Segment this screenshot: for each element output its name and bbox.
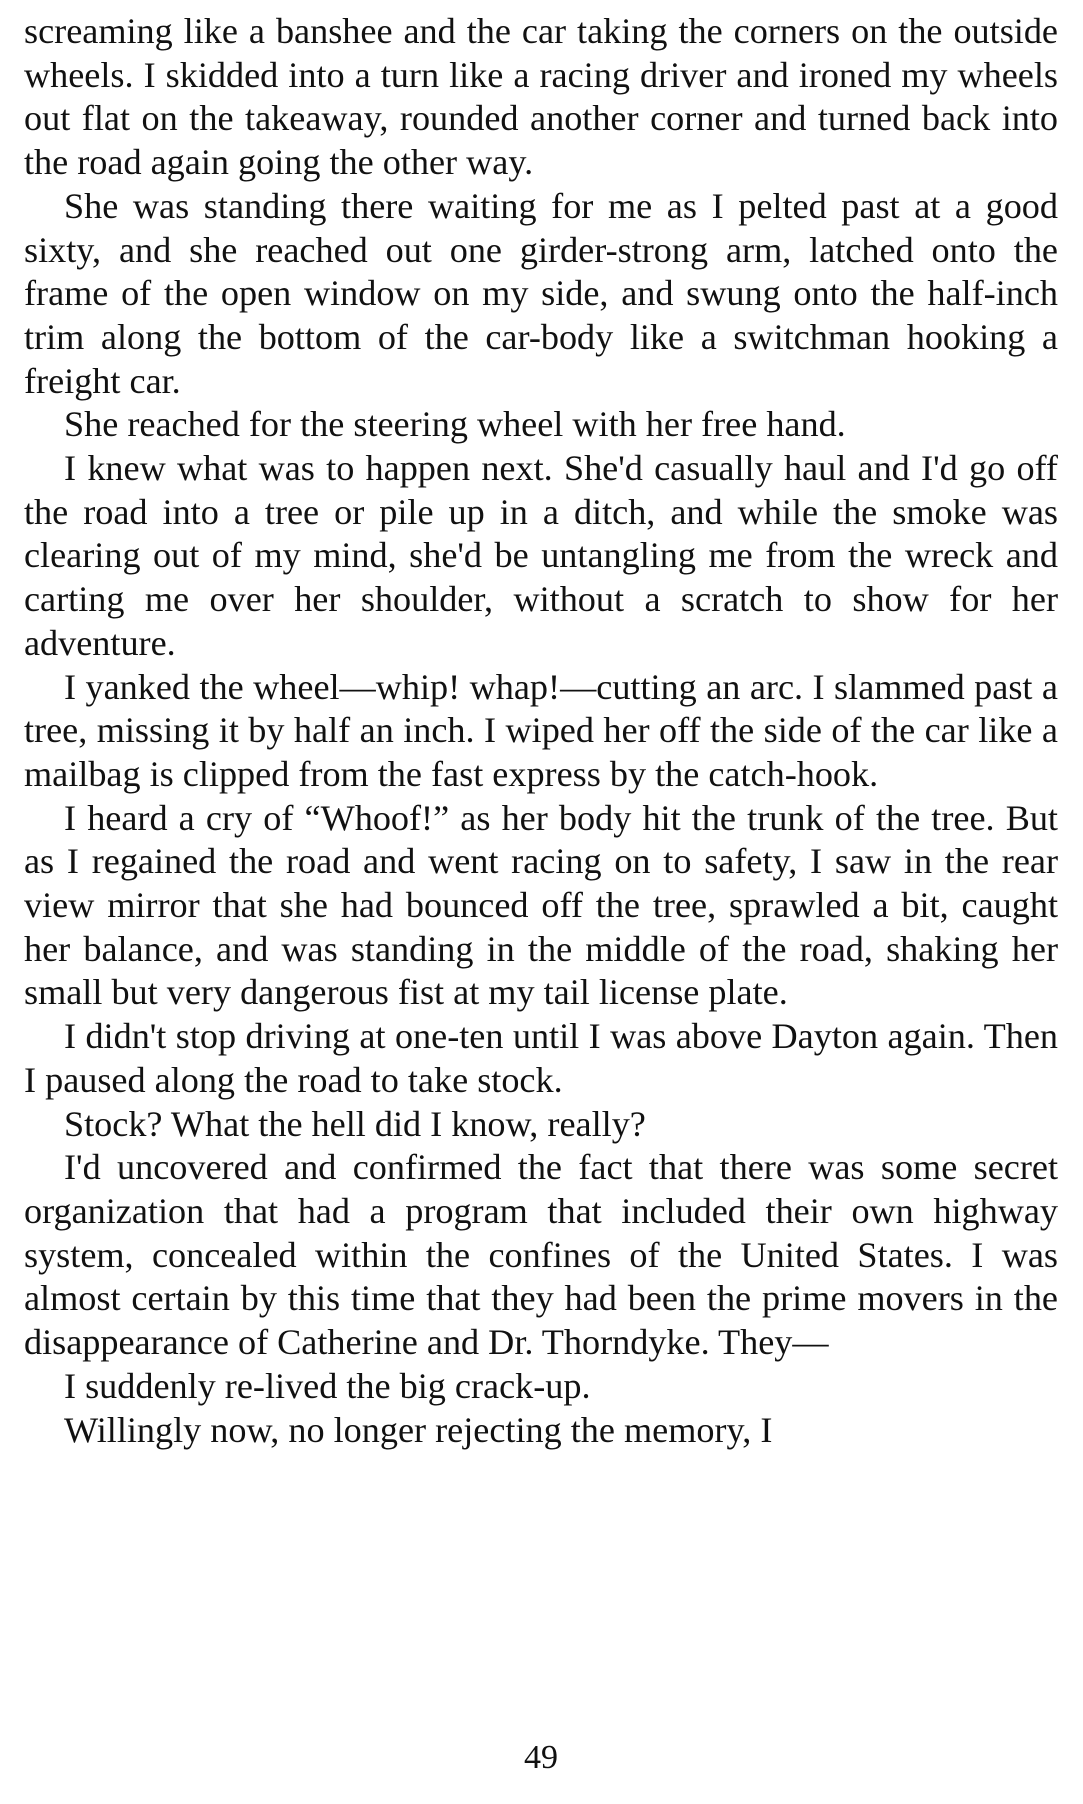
- paragraph-6: I heard a cry of “Whoof!” as her body hit the trunk of the tree. But as I regained the road and went racing on to safety, I saw in the rear view mirror that she had bounced off the tree, sprawled a bit, caught her balance, and was standing in the middle of the road, shaking her small but very dangerous fist at my tail license plate.: [24, 797, 1058, 1013]
- paragraph-7: I didn't stop driving at one-ten until I was above Dayton again. Then I paused along the road to take stock.: [24, 1016, 1058, 1100]
- paragraph-8: Stock? What the hell did I know, really?: [64, 1103, 646, 1144]
- paragraph-1: screaming like a banshee and the car taking the corners on the outside wheels. I skidded into a turn like a racing driver and ironed my wheels out flat on the takeaway, rounded another corner and turned back into the road again going the other way.: [24, 11, 1058, 183]
- paragraph-3: She reached for the steering wheel with her free hand.: [64, 404, 846, 445]
- paragraph-5: I yanked the wheel—whip! whap!—cutting an arc. I slammed past a tree, missing it by half an inch. I wiped her off the side of the car like a mailbag is clipped from the fast express by the catch-hook.: [24, 666, 1058, 794]
- paragraph-4: I knew what was to happen next. She'd casually haul and I'd go off the road into a tree or pile up in a ditch, and while the smoke was clearing out of my mind, she'd be untangling me from the wreck and carting me over her shoulder, without a scratch to show for her adventure.: [24, 448, 1058, 663]
- paragraph-2: She was standing there waiting for me as I pelted past at a good sixty, and she reached out one girder-strong arm, latched onto the frame of the open window on my side, and swung onto the half-inch trim along the bottom of the car-body like a switchman hooking a freight car.: [24, 185, 1058, 401]
- book-page: [24, 10, 1058, 1800]
- paragraph-10: I suddenly re-lived the big crack-up.: [64, 1365, 591, 1406]
- paragraph-11: Willingly now, no longer rejecting the memory, I: [64, 1409, 773, 1450]
- page-number: 49: [524, 1739, 558, 1776]
- paragraph-9: I'd uncovered and confirmed the fact that there was some secret organization that had a program that included their own highway system, concealed within the confines of the United States. I was almost certain by this time that they had been the prime movers in the disappearance of Catherine and Dr. Thorndyke. They—: [24, 1147, 1058, 1363]
